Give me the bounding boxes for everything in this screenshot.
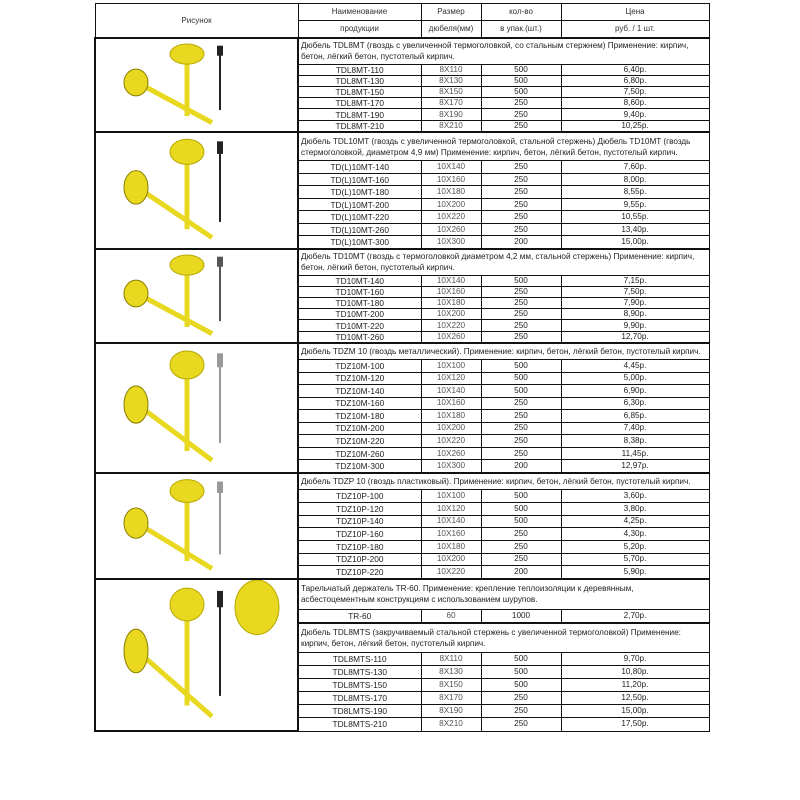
header-picture: Рисунок — [95, 4, 298, 39]
dowel-size: 10X260 — [421, 223, 481, 235]
unit-price: 6,30р. — [561, 397, 709, 410]
pack-quantity: 500 — [481, 490, 561, 503]
unit-price: 5,00р. — [561, 372, 709, 385]
dowel-size: 8X130 — [421, 666, 481, 679]
unit-price: 8,38р. — [561, 435, 709, 448]
dowel-size: 10X220 — [421, 211, 481, 223]
product-name: TDL8MT-210 — [298, 120, 421, 132]
group-description: Дюбель TDZP 10 (гвоздь пластиковый). Применение: кирпич, бетон, лёгкий бетон, пустотелый кирпич. — [298, 473, 709, 490]
dowel-size: 10X100 — [421, 490, 481, 503]
dowel-size: 10X260 — [421, 331, 481, 343]
unit-price: 12,70р. — [561, 331, 709, 343]
price-table — [94, 3, 710, 732]
dowel-size: 10X140 — [421, 385, 481, 398]
dowel-size: 8X170 — [421, 98, 481, 109]
unit-price: 4,45р. — [561, 360, 709, 373]
unit-price: 8,00р. — [561, 173, 709, 185]
dowel-size: 8X190 — [421, 705, 481, 718]
pack-quantity: 500 — [481, 64, 561, 75]
unit-price: 6,90р. — [561, 385, 709, 398]
pack-quantity: 250 — [481, 410, 561, 423]
product-name: TDZ10M-220 — [298, 435, 421, 448]
product-name: TDL8MT-150 — [298, 87, 421, 98]
product-name: TDZ10P-120 — [298, 502, 421, 515]
unit-price: 10,80р. — [561, 666, 709, 679]
dowel-size: 10X140 — [421, 515, 481, 528]
dowel-size: 10X140 — [421, 275, 481, 286]
product-name: TD10MT-200 — [298, 309, 421, 320]
dowel-size: 10X260 — [421, 447, 481, 460]
product-name: TD(L)10MT-300 — [298, 236, 421, 249]
dowel-head-icon — [170, 255, 204, 275]
pack-quantity: 200 — [481, 566, 561, 579]
product-name: TDZ10M-260 — [298, 447, 421, 460]
dowel-size: 8X210 — [421, 718, 481, 731]
dowel-size: 10X160 — [421, 173, 481, 185]
pack-quantity: 250 — [481, 161, 561, 173]
dowel-head-icon — [124, 280, 148, 307]
unit-price: 7,90р. — [561, 298, 709, 309]
unit-price: 13,40р. — [561, 223, 709, 235]
group-description: Дюбель TDL8MT (гвоздь с увеличенной термоголовкой, со стальным стержнем) Применение: кирпич, бетон, лёгкий бетон, пустотелый кирпич. — [298, 38, 709, 64]
dowel-size: 10X200 — [421, 309, 481, 320]
pack-quantity: 500 — [481, 372, 561, 385]
nail-head-icon — [217, 353, 223, 367]
product-name: TD(L)10MT-260 — [298, 223, 421, 235]
product-name: TDL8MT-190 — [298, 109, 421, 120]
dowel-head-icon — [170, 351, 204, 379]
product-name: TDZ10M-100 — [298, 360, 421, 373]
dowel-size: 8X110 — [421, 64, 481, 75]
product-name: TDL8MTS-150 — [298, 679, 421, 692]
dowel-with-steel-nail-image — [95, 249, 298, 343]
group-description-row — [95, 249, 709, 275]
dowel-shank-icon — [142, 655, 212, 716]
pack-quantity: 250 — [481, 173, 561, 185]
product-name: TD10MT-140 — [298, 275, 421, 286]
unit-price: 9,55р. — [561, 198, 709, 210]
dowel-shank-icon — [142, 296, 212, 334]
pack-quantity: 250 — [481, 705, 561, 718]
pack-quantity: 250 — [481, 553, 561, 566]
unit-price: 7,50р. — [561, 87, 709, 98]
product-name: TDZ10P-220 — [298, 566, 421, 579]
pack-quantity: 250 — [481, 298, 561, 309]
pack-quantity: 500 — [481, 666, 561, 679]
pack-quantity: 250 — [481, 320, 561, 331]
unit-price: 7,15р. — [561, 275, 709, 286]
dowel-illustration — [102, 580, 292, 730]
product-name: TD10MT-160 — [298, 286, 421, 297]
nail-head-icon — [217, 591, 223, 607]
unit-price: 11,45р. — [561, 447, 709, 460]
product-name: TDL8MTS-210 — [298, 718, 421, 731]
dowel-size: 10X200 — [421, 422, 481, 435]
dowel-with-steel-nail-image — [95, 38, 298, 132]
pack-quantity: 200 — [481, 236, 561, 249]
product-name: TDZ10M-140 — [298, 385, 421, 398]
product-name: TDZ10P-140 — [298, 515, 421, 528]
unit-price: 7,40р. — [561, 422, 709, 435]
dowel-head-icon — [170, 480, 204, 503]
dowel-size: 10X120 — [421, 502, 481, 515]
pack-quantity: 250 — [481, 211, 561, 223]
unit-price: 9,70р. — [561, 653, 709, 666]
dowel-head-icon — [124, 386, 148, 423]
product-name: TDZ10M-120 — [298, 372, 421, 385]
pack-quantity: 250 — [481, 447, 561, 460]
product-name: TDZ10P-200 — [298, 553, 421, 566]
dowel-shank-icon — [142, 526, 212, 569]
product-name: TDL8MT-130 — [298, 75, 421, 86]
group-description: Дюбель TD10MT (гвоздь с термоголовкой диаметром 4,2 мм, стальной стержень) Применение: кирпич, бетон, лёгкий бетон, пустотелый кирпич. — [298, 249, 709, 275]
product-name: TD(L)10MT-160 — [298, 173, 421, 185]
product-name: TDZ10P-100 — [298, 490, 421, 503]
product-name: TD10MT-260 — [298, 331, 421, 343]
dowel-illustration — [102, 474, 292, 578]
dowel-size: 8X190 — [421, 109, 481, 120]
product-name: TDL8MTS-170 — [298, 692, 421, 705]
dowel-shank-icon — [142, 408, 212, 460]
pack-quantity: 250 — [481, 331, 561, 343]
unit-price: 6,85р. — [561, 410, 709, 423]
unit-price: 4,30р. — [561, 528, 709, 541]
pack-quantity: 500 — [481, 360, 561, 373]
dowel-size: 10X120 — [421, 372, 481, 385]
product-name: TD(L)10MT-200 — [298, 198, 421, 210]
unit-price: 3,60р. — [561, 490, 709, 503]
unit-price: 9,40р. — [561, 109, 709, 120]
product-name: TDZ10P-160 — [298, 528, 421, 541]
product-name: TDZ10P-180 — [298, 540, 421, 553]
unit-price: 7,60р. — [561, 161, 709, 173]
dowel-head-icon — [124, 69, 148, 96]
unit-price: 9,90р. — [561, 320, 709, 331]
pack-quantity: 250 — [481, 718, 561, 731]
nail-head-icon — [217, 257, 223, 267]
dowel-size: 10X160 — [421, 286, 481, 297]
product-name: TDZ10M-200 — [298, 422, 421, 435]
product-name: TD(L)10MT-220 — [298, 211, 421, 223]
dowel-shank-icon — [142, 85, 212, 123]
dowel-size: 8X110 — [421, 653, 481, 666]
header-row-1 — [95, 4, 709, 21]
product-name: TD8LMTS-190 — [298, 705, 421, 718]
unit-price: 10,25р. — [561, 120, 709, 132]
dowel-size: 10X220 — [421, 566, 481, 579]
pack-quantity: 250 — [481, 309, 561, 320]
header-price: Цена — [561, 4, 709, 21]
group-description: Дюбель TDL8MTS (закручиваемый стальной стержень с увеличенной термоголовкой) Применение: кирпич, бетон, лёгкий бетон, пустотелый кирпич. — [298, 623, 709, 653]
dowel-size: 10X180 — [421, 540, 481, 553]
unit-price: 4,25р. — [561, 515, 709, 528]
dowel-size: 10X100 — [421, 360, 481, 373]
unit-price: 3,80р. — [561, 502, 709, 515]
washer-holder-image — [95, 579, 298, 731]
header-price-sub: руб. / 1 шт. — [561, 21, 709, 39]
pack-quantity: 250 — [481, 223, 561, 235]
header-name: Наименование — [298, 4, 421, 21]
product-name: TDL8MTS-130 — [298, 666, 421, 679]
group-description-row — [95, 579, 709, 609]
pack-quantity: 200 — [481, 460, 561, 473]
price-list-sheet — [94, 3, 708, 732]
product-name: TD10MT-180 — [298, 298, 421, 309]
dowel-size: 8X130 — [421, 75, 481, 86]
dowel-size: 10X220 — [421, 435, 481, 448]
unit-price: 5,90р. — [561, 566, 709, 579]
dowel-illustration — [102, 250, 292, 342]
pack-quantity: 250 — [481, 120, 561, 132]
pack-quantity: 250 — [481, 198, 561, 210]
nail-head-icon — [217, 141, 223, 154]
unit-price: 15,00р. — [561, 236, 709, 249]
product-name: TD10MT-220 — [298, 320, 421, 331]
dowel-head-icon — [170, 44, 204, 64]
unit-price: 11,20р. — [561, 679, 709, 692]
dowel-size: 8X170 — [421, 692, 481, 705]
group-description-row — [95, 132, 709, 161]
product-name: TR-60 — [298, 609, 421, 623]
dowel-with-steel-nail-image — [95, 132, 298, 249]
pack-quantity: 500 — [481, 653, 561, 666]
header-qty-sub: в упак.(шт.) — [481, 21, 561, 39]
dowel-head-icon — [170, 139, 204, 164]
unit-price: 12,97р. — [561, 460, 709, 473]
dowel-size: 10X200 — [421, 198, 481, 210]
product-name: TDZ10M-180 — [298, 410, 421, 423]
dowel-illustration — [102, 344, 292, 472]
header-size: Размер — [421, 4, 481, 21]
nail-head-icon — [217, 482, 223, 493]
unit-price: 2,70р. — [561, 609, 709, 623]
pack-quantity: 500 — [481, 87, 561, 98]
dowel-head-icon — [170, 588, 204, 621]
nail-head-icon — [217, 46, 223, 56]
pack-quantity: 500 — [481, 275, 561, 286]
pack-quantity: 250 — [481, 98, 561, 109]
pack-quantity: 500 — [481, 679, 561, 692]
dowel-size: 10X300 — [421, 236, 481, 249]
pack-quantity: 250 — [481, 397, 561, 410]
header-name-sub: продукции — [298, 21, 421, 39]
unit-price: 6,80р. — [561, 75, 709, 86]
product-name: TDL8MT-170 — [298, 98, 421, 109]
dowel-size: 10X220 — [421, 320, 481, 331]
dowel-size: 10X160 — [421, 397, 481, 410]
pack-quantity: 1000 — [481, 609, 561, 623]
dowel-size: 10X160 — [421, 528, 481, 541]
dowel-with-metal-nail-image — [95, 343, 298, 473]
unit-price: 8,60р. — [561, 98, 709, 109]
group-description: Тарельчатый держатель TR-60. Применение: крепление теплоизоляции к деревянным, асбестоцементным конструкциям с использованием шурупов. — [298, 579, 709, 609]
dowel-head-icon — [124, 171, 148, 204]
product-name: TDL8MTS-110 — [298, 653, 421, 666]
pack-quantity: 250 — [481, 422, 561, 435]
dowel-size: 8X150 — [421, 87, 481, 98]
pack-quantity: 500 — [481, 385, 561, 398]
dowel-head-icon — [124, 629, 148, 673]
header-qty: кол-во — [481, 4, 561, 21]
dowel-size: 10X180 — [421, 410, 481, 423]
unit-price: 6,40р. — [561, 64, 709, 75]
group-description: Дюбель TDL10MT (гвоздь с увеличенной термоголовкой, стальной стержень) Дюбель TD10MT (гвоздь стермоголовкой, диаметром 4,9 мм) Применение: кирпич, бетон, лёгкий бетон, пустотелый кирпич. — [298, 132, 709, 161]
dowel-size: 10X180 — [421, 186, 481, 198]
pack-quantity: 250 — [481, 528, 561, 541]
dowel-size: 8X210 — [421, 120, 481, 132]
unit-price: 15,00р. — [561, 705, 709, 718]
pack-quantity: 250 — [481, 692, 561, 705]
group-description-row — [95, 473, 709, 490]
pack-quantity: 250 — [481, 286, 561, 297]
dowel-with-plastic-nail-image — [95, 473, 298, 579]
pack-quantity: 250 — [481, 540, 561, 553]
dowel-head-icon — [124, 508, 148, 538]
pack-quantity: 250 — [481, 109, 561, 120]
unit-price: 10,55р. — [561, 211, 709, 223]
dowel-size: 60 — [421, 609, 481, 623]
group-description: Дюбель TDZM 10 (гвоздь металлический). Применение: кирпич, бетон, лёгкий бетон, пустотелый кирпич. — [298, 343, 709, 360]
pack-quantity: 500 — [481, 502, 561, 515]
pack-quantity: 500 — [481, 515, 561, 528]
pack-quantity: 250 — [481, 435, 561, 448]
dowel-shank-icon — [142, 191, 212, 238]
unit-price: 12,50р. — [561, 692, 709, 705]
dowel-size: 8X150 — [421, 679, 481, 692]
dowel-size: 10X180 — [421, 298, 481, 309]
product-name: TDL8MT-110 — [298, 64, 421, 75]
unit-price: 8,90р. — [561, 309, 709, 320]
unit-price: 5,20р. — [561, 540, 709, 553]
product-name: TDZ10M-300 — [298, 460, 421, 473]
unit-price: 5,70р. — [561, 553, 709, 566]
unit-price: 17,50р. — [561, 718, 709, 731]
product-name: TD(L)10MT-180 — [298, 186, 421, 198]
pack-quantity: 500 — [481, 75, 561, 86]
group-description-row — [95, 38, 709, 64]
dowel-illustration — [102, 133, 292, 248]
header-size-sub: дюбеля(мм) — [421, 21, 481, 39]
unit-price: 8,55р. — [561, 186, 709, 198]
washer-disc-icon — [235, 580, 279, 635]
dowel-illustration — [102, 39, 292, 131]
dowel-size: 10X300 — [421, 460, 481, 473]
dowel-size: 10X140 — [421, 161, 481, 173]
unit-price: 7,50р. — [561, 286, 709, 297]
product-name: TDZ10M-160 — [298, 397, 421, 410]
dowel-size: 10X200 — [421, 553, 481, 566]
product-name: TD(L)10MT-140 — [298, 161, 421, 173]
group-description-row — [95, 343, 709, 360]
pack-quantity: 250 — [481, 186, 561, 198]
